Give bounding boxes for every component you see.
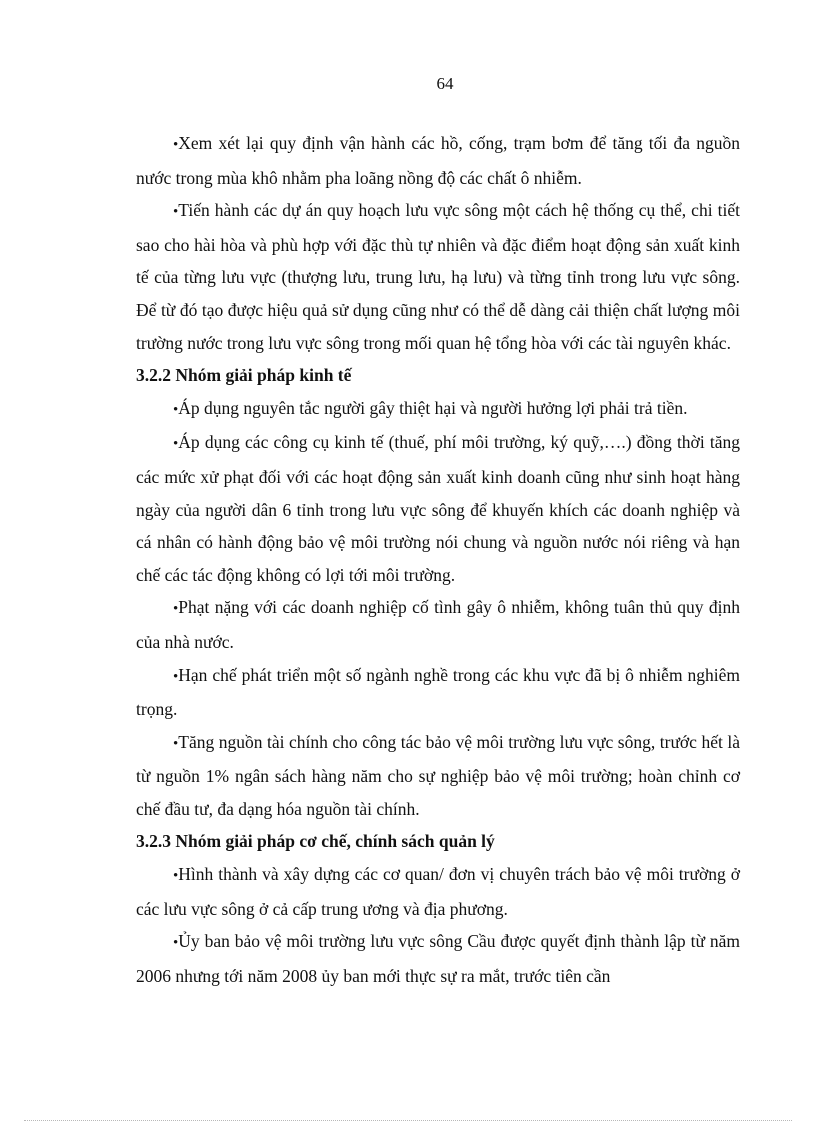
page-number: 64 xyxy=(436,74,454,93)
bullet-paragraph: •Hình thành và xây dựng các cơ quan/ đơn vị chuyên trách bảo vệ môi trường ở các lưu vực sông ở cả cấp trung ương và địa phương. xyxy=(136,864,740,919)
bullet-icon: • xyxy=(173,868,179,885)
bullet-icon: • xyxy=(173,935,179,952)
bullet-icon: • xyxy=(173,436,179,453)
section-heading: 3.2.2 Nhóm giải pháp kinh tế xyxy=(136,365,352,386)
bullet-paragraph: •Tăng nguồn tài chính cho công tác bảo vệ môi trường lưu vực sông, trước hết là từ nguồn 1% ngân sách hàng năm cho sự nghiệp bảo vệ môi trường; hoàn chỉnh cơ chế đầu tư, đa dạng hóa nguồn tài chính. xyxy=(136,731,740,819)
bullet-icon: • xyxy=(173,137,179,153)
bullet-icon: • xyxy=(173,401,179,418)
bullet-icon: • xyxy=(173,668,179,685)
bullet-icon: • xyxy=(173,601,179,618)
bullet-paragraph: •Tiến hành các dự án quy hoạch lưu vực sông một cách hệ thống cụ thể, chi tiết sao cho hài hòa và phù hợp với đặc thù tự nhiên và đặc điểm hoạt động sản xuất kinh tế của từng lưu vực (thượng lưu, trung lưu, hạ lưu) và từng tỉnh trong lưu vực sông. Để từ đó tạo được hiệu quả sử dụng cũng như có thể dễ dàng cải thiện chất lượng môi trường nước trong lưu vực sông trong mối quan hệ tổng hòa với các tài nguyên khác. xyxy=(136,200,740,353)
page-bottom-divider xyxy=(24,1120,792,1121)
bullet-paragraph: •Xem xét lại quy định vận hành các hồ, cống, trạm bơm để tăng tối đa nguồn nước trong mùa khô nhằm pha loãng nồng độ các chất ô nhiễm. xyxy=(136,133,740,188)
bullet-paragraph: •Áp dụng nguyên tắc người gây thiệt hại và người hưởng lợi phải trả tiền. xyxy=(173,397,688,418)
bullet-paragraph: •Phạt nặng với các doanh nghiệp cố tình gây ô nhiễm, không tuân thủ quy định của nhà nước. xyxy=(136,597,740,652)
bullet-icon: • xyxy=(173,204,179,221)
bullet-icon: • xyxy=(173,735,179,752)
bullet-paragraph: •Áp dụng các công cụ kinh tế (thuế, phí môi trường, ký quỹ,….) đồng thời tăng các mức xử phạt đối với các hoạt động sản xuất kinh doanh cũng như sinh hoạt hàng ngày của người dân 6 tỉnh trong lưu vực sông để khuyến khích các doanh nghiệp và cá nhân có hành động bảo vệ môi trường nói chung và nguồn nước nói riêng và hạn chế các tác động không có lợi tới môi trường. xyxy=(136,432,740,585)
document-body xyxy=(136,127,740,992)
section-heading: 3.2.3 Nhóm giải pháp cơ chế, chính sách quản lý xyxy=(136,831,495,852)
bullet-paragraph: •Ủy ban bảo vệ môi trường lưu vực sông Cầu được quyết định thành lập từ năm 2006 nhưng tới năm 2008 ủy ban mới thực sự ra mắt, trước tiên cần xyxy=(136,931,740,986)
bullet-paragraph: •Hạn chế phát triển một số ngành nghề trong các khu vực đã bị ô nhiễm nghiêm trọng. xyxy=(136,664,740,720)
